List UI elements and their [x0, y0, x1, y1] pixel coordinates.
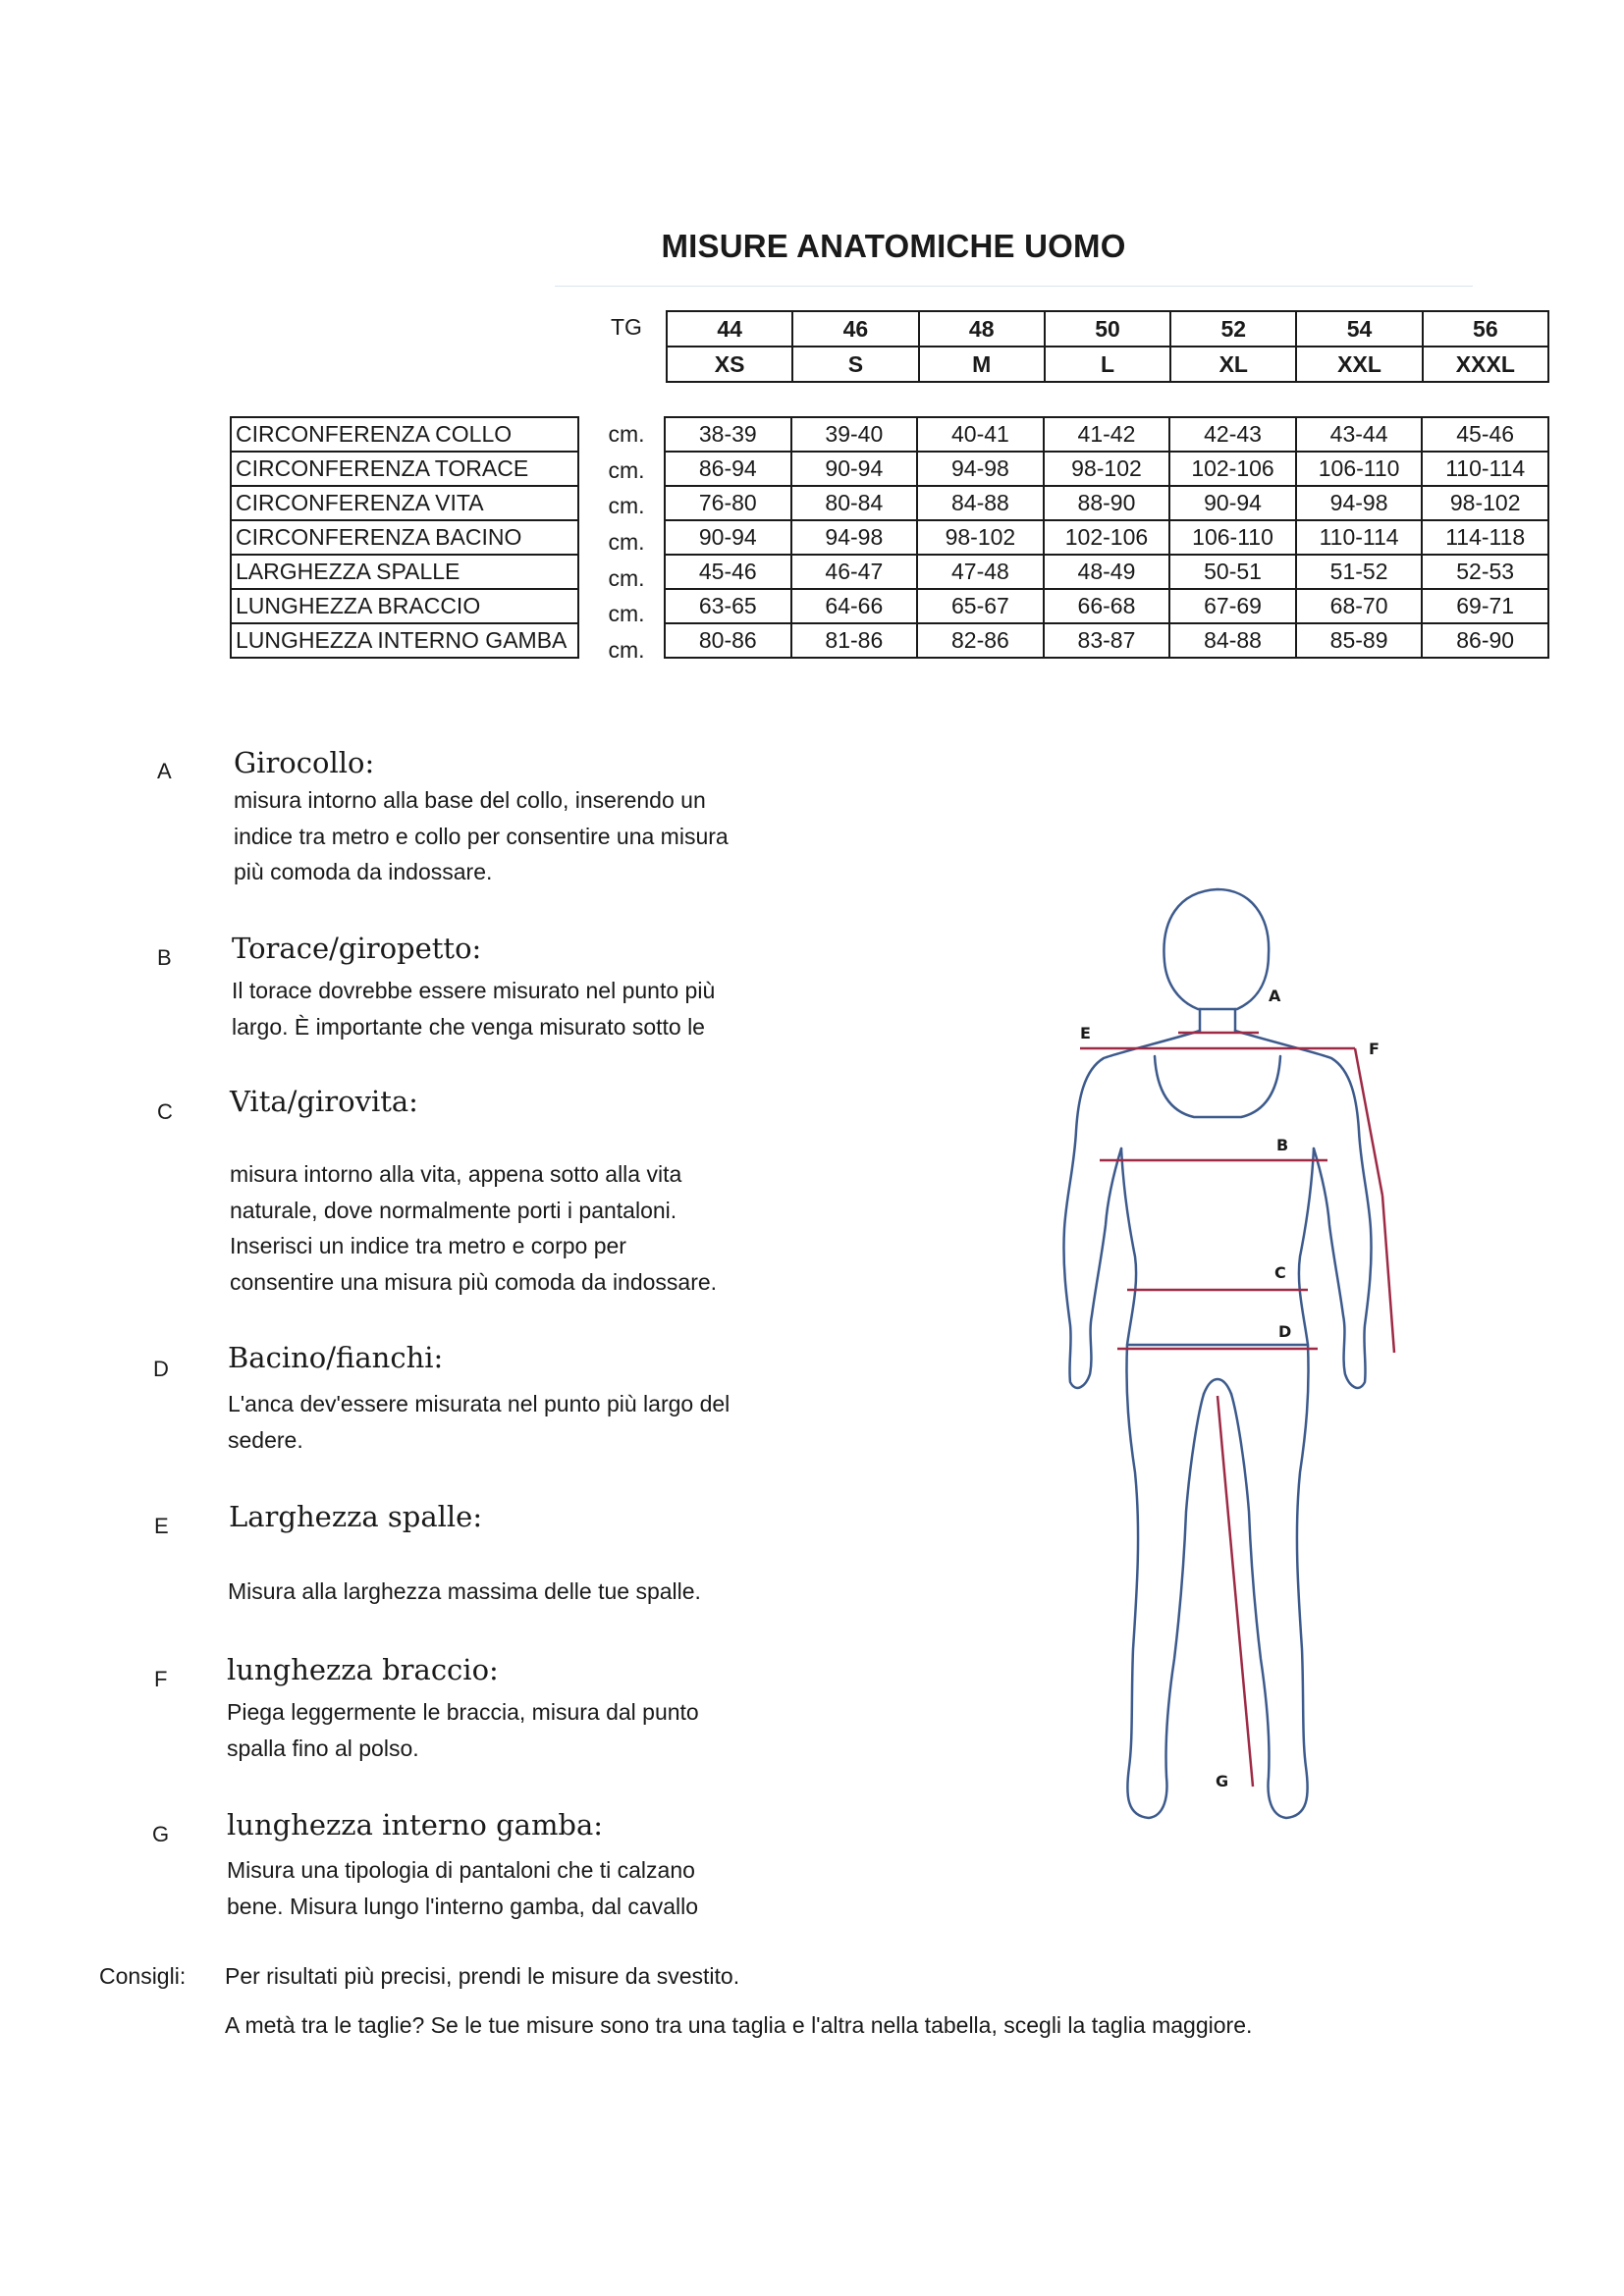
size-letter: S	[792, 347, 918, 382]
definition-text	[232, 973, 801, 1044]
definition-text	[227, 1852, 796, 1924]
measurement-value: 90-94	[791, 452, 918, 486]
figure-label-e: E	[1080, 1024, 1091, 1042]
measurement-value: 90-94	[1169, 486, 1296, 520]
measurement-unit: cm.	[608, 564, 645, 591]
measurement-value: 65-67	[917, 589, 1044, 623]
measurement-value: 85-89	[1296, 623, 1423, 658]
figure-label-g: G	[1216, 1772, 1229, 1790]
measurement-value: 83-87	[1044, 623, 1170, 658]
definition-text	[234, 782, 803, 890]
definition-title: lunghezza braccio:	[227, 1653, 499, 1686]
definition-letter: F	[154, 1667, 168, 1691]
measurement-value: 41-42	[1044, 417, 1170, 452]
measurement-label: LUNGHEZZA BRACCIO	[231, 589, 578, 623]
definition-title: lunghezza interno gamba:	[227, 1808, 604, 1842]
measurement-value: 45-46	[665, 555, 791, 589]
measurement-row	[665, 486, 1548, 520]
definition-title: Larghezza spalle:	[229, 1500, 483, 1533]
measurement-label: CIRCONFERENZA TORACE	[231, 452, 578, 486]
definition-line: largo. È importante che venga misurato sotto le	[232, 1013, 705, 1040]
measurement-value: 98-102	[1044, 452, 1170, 486]
measurement-value: 88-90	[1044, 486, 1170, 520]
body-outline	[1063, 889, 1371, 1818]
definition-text	[230, 1156, 799, 1300]
arm-line	[1382, 1196, 1394, 1353]
measurement-value: 98-102	[1422, 486, 1548, 520]
body-measurement-figure	[1031, 883, 1424, 1826]
figure-label-c: C	[1274, 1263, 1286, 1282]
measurement-value: 81-86	[791, 623, 918, 658]
measurement-label: LUNGHEZZA INTERNO GAMBA	[231, 623, 578, 658]
tip-line: A metà tra le taglie? Se le tue misure sono tra una taglia e l'altra nella tabella, scegli la taglia maggiore.	[225, 2012, 1253, 2038]
measurement-label: CIRCONFERENZA COLLO	[231, 417, 578, 452]
size-letter: XXXL	[1423, 347, 1548, 382]
size-letter: L	[1045, 347, 1170, 382]
measurement-value: 102-106	[1044, 520, 1170, 555]
measurement-value: 82-86	[917, 623, 1044, 658]
measurement-row	[665, 623, 1548, 658]
definition-title: Bacino/fianchi:	[228, 1341, 444, 1374]
measurement-value: 68-70	[1296, 589, 1423, 623]
unit-column	[597, 416, 656, 668]
measurement-value: 45-46	[1422, 417, 1548, 452]
measurement-value: 114-118	[1422, 520, 1548, 555]
size-letter: XXL	[1296, 347, 1422, 382]
measurement-value: 106-110	[1296, 452, 1423, 486]
size-number: 52	[1170, 311, 1296, 347]
measurement-value: 50-51	[1169, 555, 1296, 589]
figure-label-b: B	[1276, 1136, 1289, 1154]
measurement-unit: cm.	[608, 637, 645, 664]
measurement-value: 47-48	[917, 555, 1044, 589]
measurement-value: 51-52	[1296, 555, 1423, 589]
measurement-value: 102-106	[1169, 452, 1296, 486]
size-number: 46	[792, 311, 918, 347]
measurement-value: 76-80	[665, 486, 791, 520]
definition-line: spalla fino al polso.	[227, 1735, 419, 1761]
measurement-label-table	[230, 416, 579, 659]
size-letter: XL	[1170, 347, 1296, 382]
measurement-value: 43-44	[1296, 417, 1423, 452]
figure-label-a: A	[1269, 987, 1281, 1005]
definition-line: indice tra metro e collo per consentire una misura	[234, 823, 729, 849]
definition-line: misura intorno alla base del collo, inserendo un	[234, 787, 706, 813]
tips-label: Consigli:	[99, 1963, 187, 1989]
measurement-value: 63-65	[665, 589, 791, 623]
measurement-value: 80-84	[791, 486, 918, 520]
measurement-row	[665, 452, 1548, 486]
measurement-value: 40-41	[917, 417, 1044, 452]
size-letter-row	[667, 347, 1548, 382]
size-letter: M	[919, 347, 1045, 382]
measurement-value: 94-98	[917, 452, 1044, 486]
measurement-value: 64-66	[791, 589, 918, 623]
measurement-value: 94-98	[791, 520, 918, 555]
definition-text	[228, 1386, 797, 1458]
measurement-row	[665, 589, 1548, 623]
measurement-row	[665, 417, 1548, 452]
measurement-value: 86-94	[665, 452, 791, 486]
definition-text	[228, 1574, 797, 1610]
definition-letter: E	[154, 1514, 169, 1538]
measurement-value: 98-102	[917, 520, 1044, 555]
definition-title: Vita/girovita:	[230, 1085, 418, 1118]
size-number: 48	[919, 311, 1045, 347]
measurement-value: 39-40	[791, 417, 918, 452]
measurement-unit: cm.	[608, 456, 645, 483]
definition-line: sedere.	[228, 1426, 303, 1453]
definition-title: Torace/giropetto:	[232, 932, 482, 965]
definition-line: Misura alla larghezza massima delle tue spalle.	[228, 1578, 701, 1604]
measurement-value-table	[664, 416, 1549, 659]
definition-line: Il torace dovrebbe essere misurato nel punto più	[232, 978, 716, 1003]
page-title: MISURE ANATOMICHE UOMO	[661, 228, 1126, 264]
measurement-value: 110-114	[1422, 452, 1548, 486]
measurement-label: LARGHEZZA SPALLE	[231, 555, 578, 589]
size-letter: XS	[667, 347, 792, 382]
measurement-label: CIRCONFERENZA BACINO	[231, 520, 578, 555]
size-row-label: TG	[611, 314, 642, 340]
measurement-label: CIRCONFERENZA VITA	[231, 486, 578, 520]
definition-line: L'anca dev'essere misurata nel punto più largo del	[228, 1391, 731, 1416]
measurement-row	[665, 555, 1548, 589]
measurement-value: 42-43	[1169, 417, 1296, 452]
definition-letter: C	[157, 1099, 173, 1124]
size-number: 54	[1296, 311, 1422, 347]
measurement-unit: cm.	[608, 493, 645, 519]
tip-line: Per risultati più precisi, prendi le misure da svestito.	[225, 1963, 740, 1989]
measurement-value: 94-98	[1296, 486, 1423, 520]
measurement-value: 106-110	[1169, 520, 1296, 555]
definition-line: consentire una misura più comoda da indossare.	[230, 1268, 718, 1295]
size-header-table	[666, 310, 1549, 383]
figure-label-f: F	[1369, 1040, 1380, 1058]
size-number: 50	[1045, 311, 1170, 347]
measurement-unit: cm.	[608, 421, 645, 447]
definition-letter: B	[157, 945, 172, 970]
measurement-value: 67-69	[1169, 589, 1296, 623]
definition-line: più comoda da indossare.	[234, 859, 493, 884]
measurement-value: 110-114	[1296, 520, 1423, 555]
inseam-line	[1218, 1396, 1253, 1787]
measurement-value: 84-88	[917, 486, 1044, 520]
definition-line: Piega leggermente le braccia, misura dal punto	[227, 1699, 699, 1725]
size-number-row	[667, 311, 1548, 347]
measurement-value: 46-47	[791, 555, 918, 589]
definition-text	[227, 1694, 796, 1766]
definition-line: misura intorno alla vita, appena sotto alla vita	[230, 1161, 682, 1187]
measurement-row	[665, 520, 1548, 555]
title-divider	[555, 286, 1473, 287]
measurement-value: 48-49	[1044, 555, 1170, 589]
definition-letter: D	[153, 1357, 169, 1381]
measurement-value: 80-86	[665, 623, 791, 658]
figure-label-d: D	[1278, 1322, 1292, 1341]
definition-line: bene. Misura lungo l'interno gamba, dal cavallo	[227, 1893, 699, 1919]
definition-letter: G	[152, 1822, 170, 1846]
size-number: 44	[667, 311, 792, 347]
definition-line: Inserisci un indice tra metro e corpo per	[230, 1233, 626, 1258]
measurement-value: 52-53	[1422, 555, 1548, 589]
definition-line: naturale, dove normalmente porti i pantaloni.	[230, 1197, 677, 1223]
measurement-value: 84-88	[1169, 623, 1296, 658]
definition-title: Girocollo:	[234, 746, 375, 779]
definition-letter: A	[157, 759, 172, 783]
measurement-value: 66-68	[1044, 589, 1170, 623]
measurement-unit: cm.	[608, 601, 645, 627]
measurement-value: 69-71	[1422, 589, 1548, 623]
measurement-value: 38-39	[665, 417, 791, 452]
measurement-value: 86-90	[1422, 623, 1548, 658]
measurement-unit: cm.	[608, 529, 645, 556]
size-number: 56	[1423, 311, 1548, 347]
definition-line: Misura una tipologia di pantaloni che ti calzano	[227, 1857, 695, 1883]
measurement-value: 90-94	[665, 520, 791, 555]
